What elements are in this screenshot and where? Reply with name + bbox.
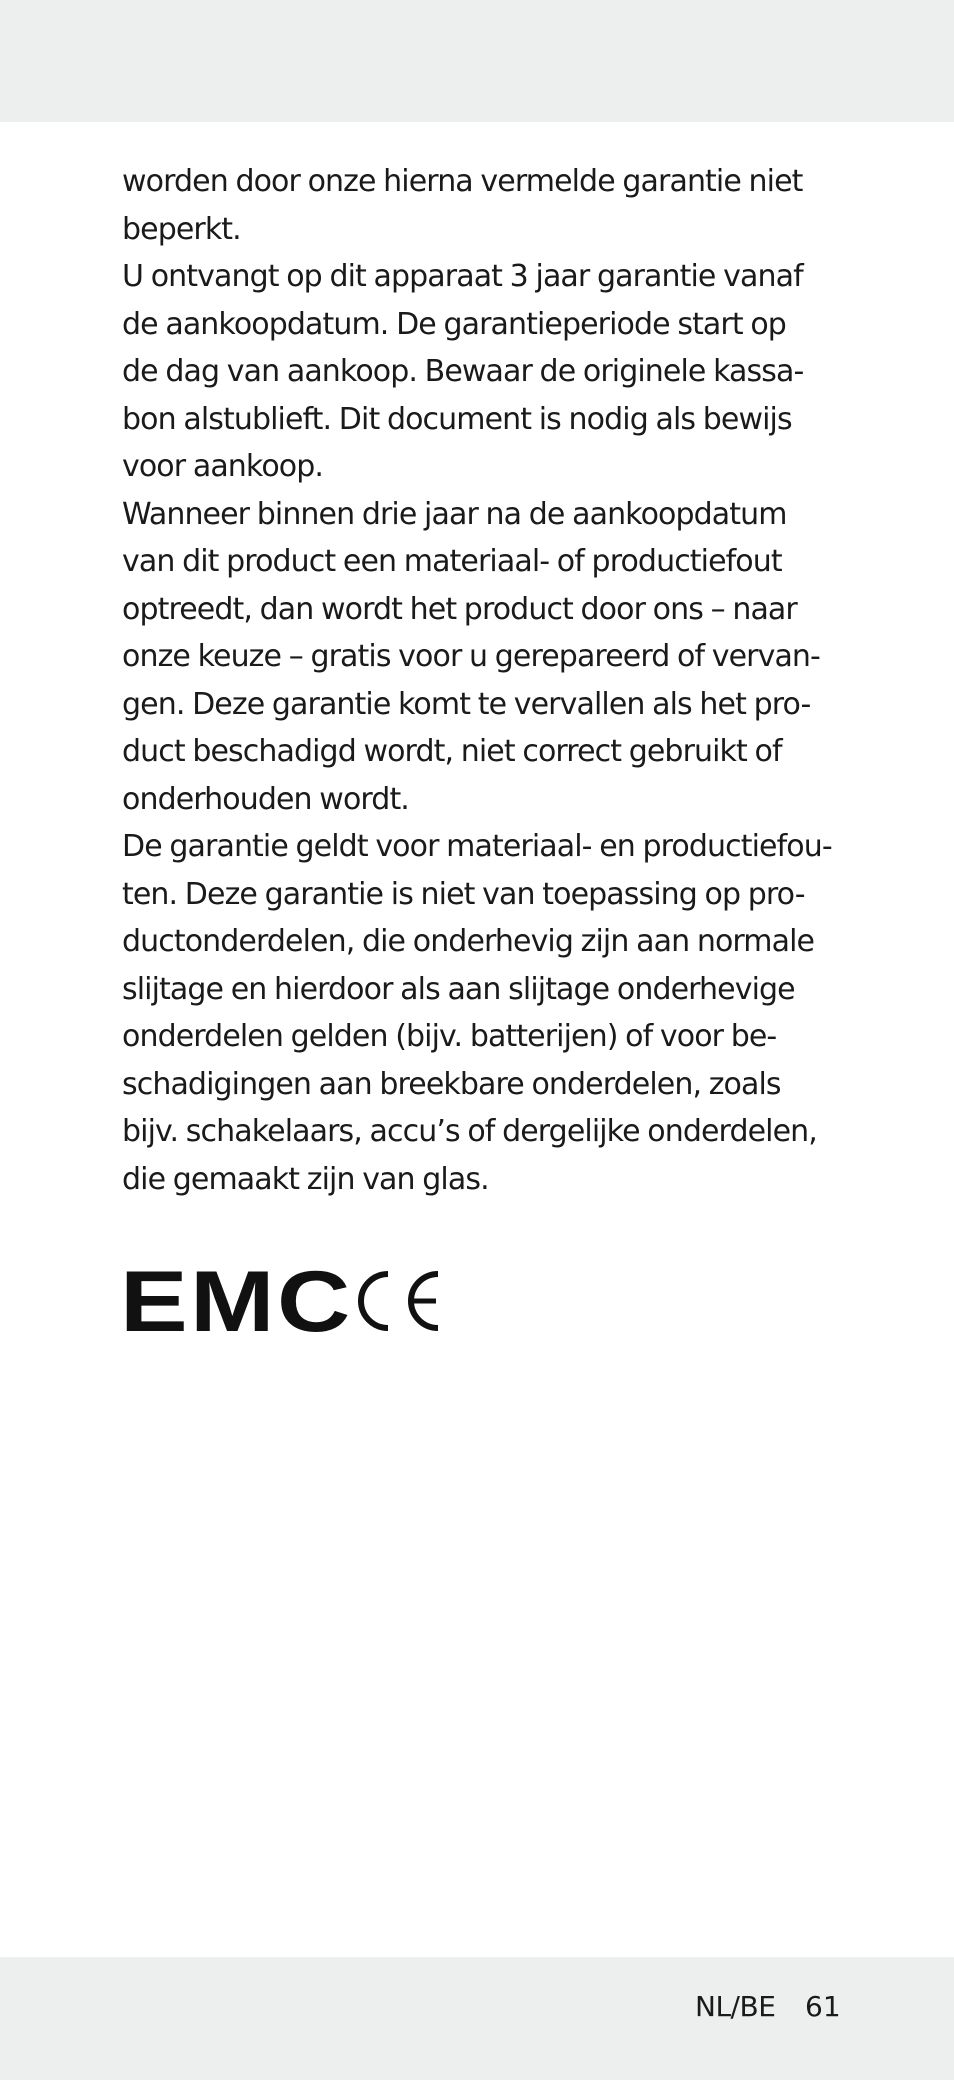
text-line: van dit product een materiaal- of productiefout (122, 544, 782, 579)
text-line: Wanneer binnen drie jaar na de aankoopdatum (122, 496, 787, 532)
text-line: optreedt, dan wordt het product door ons – naar (122, 591, 797, 627)
text-line: bon alstublieft. Dit document is nodig als bewijs (122, 401, 792, 437)
text-line: slijtage en hierdoor als aan slijtage onderhevige (122, 971, 795, 1007)
certification-marks (120, 1254, 353, 1350)
text-line: De garantie geldt voor materiaal- en productiefou- (122, 829, 832, 864)
paragraph (122, 253, 862, 491)
text-line: U ontvangt op dit apparaat 3 jaar garantie vanaf (122, 259, 803, 294)
emc-logo: EMC (120, 1254, 353, 1350)
text-line: ten. Deze garantie is niet van toepassing op pro- (122, 876, 805, 912)
text-line: de dag van aankoop. Bewaar de originele kassa- (122, 354, 804, 389)
paragraph (122, 823, 862, 1203)
text-line: schadigingen aan breekbare onderdelen, zoals (122, 1066, 781, 1102)
header-band (0, 0, 954, 122)
text-line: bijv. schakelaars, accu’s of dergelijke onderdelen, (122, 1114, 817, 1149)
page-number: 61 (805, 1990, 841, 2023)
text-line: voor aankoop. (122, 449, 324, 484)
paragraph (122, 158, 862, 253)
text-line: duct beschadigd wordt, niet correct gebruikt of (122, 734, 782, 769)
footer-language: NL/BE (695, 1990, 776, 2023)
text-line: de aankoopdatum. De garantieperiode start op (122, 306, 786, 342)
text-line: onze keuze – gratis voor u gerepareerd of vervan- (122, 639, 820, 674)
text-line: worden door onze hierna vermelde garantie niet (122, 164, 803, 199)
text-line: onderdelen gelden (bijv. batterijen) of voor be- (122, 1019, 777, 1054)
paragraph (122, 491, 862, 824)
text-line: die gemaakt zijn van glas. (122, 1161, 489, 1197)
text-line: onderhouden wordt. (122, 781, 409, 817)
text-line: beperkt. (122, 211, 241, 247)
warranty-text (122, 158, 862, 1203)
ce-mark-icon (354, 1268, 444, 1334)
text-line: ductonderdelen, die onderhevig zijn aan normale (122, 924, 815, 959)
text-line: gen. Deze garantie komt te vervallen als het pro- (122, 686, 811, 722)
